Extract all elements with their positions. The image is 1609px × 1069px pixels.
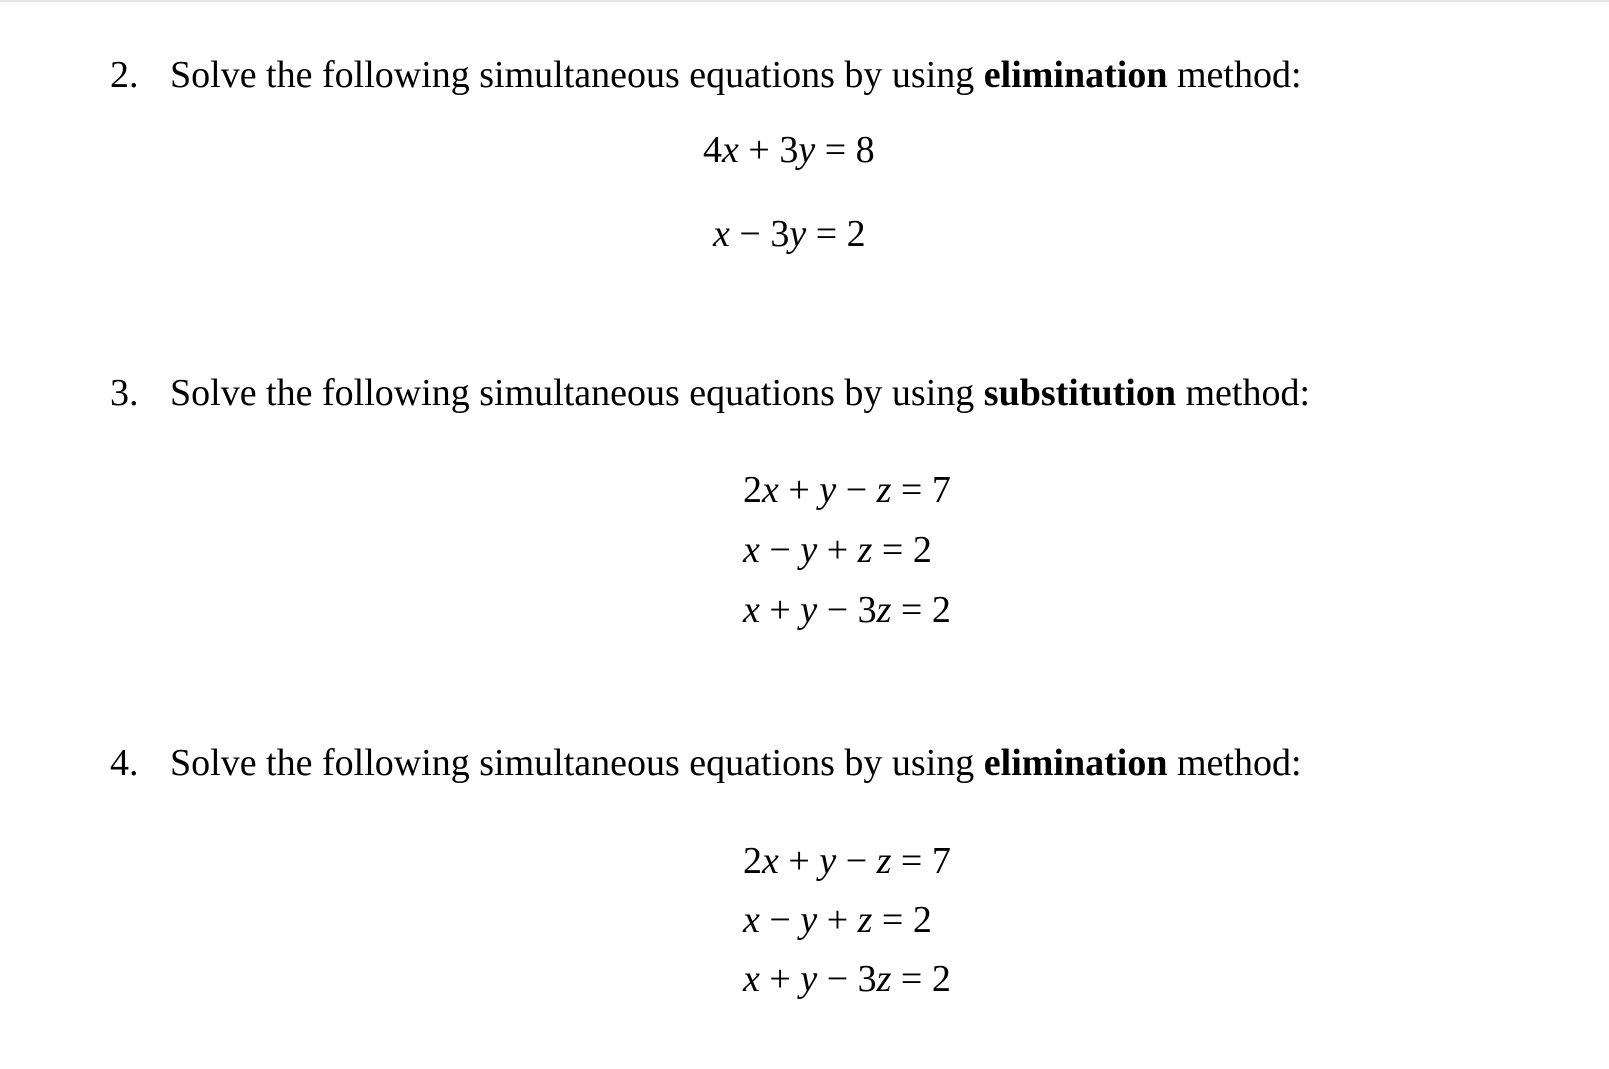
question-text-suffix: method: — [1176, 54, 1302, 96]
question-number: 4. — [110, 742, 139, 784]
equation: x + y − 3z = 2 — [743, 589, 951, 631]
question-method: elimination — [983, 54, 1168, 96]
equation: 2x + y − z = 7 — [743, 469, 951, 511]
equation: x + y − 3z = 2 — [743, 958, 951, 1000]
question-text-prefix: Solve the following simultaneous equations by using — [170, 54, 975, 96]
question-text-prefix: Solve the following simultaneous equations by using — [170, 372, 975, 414]
equation: 2x + y − z = 7 — [743, 840, 951, 882]
question-number: 3. — [110, 372, 139, 414]
question-text-suffix: method: — [1185, 372, 1311, 414]
page-top-rule — [0, 0, 1609, 2]
equation: x − 3y = 2 — [713, 213, 866, 255]
question-4 — [110, 741, 1302, 785]
question-3 — [110, 371, 1310, 415]
question-text-prefix: Solve the following simultaneous equations by using — [170, 742, 975, 784]
question-number: 2. — [110, 54, 139, 96]
question-method: substitution — [983, 372, 1176, 414]
equation: x − y + z = 2 — [743, 899, 932, 941]
equation: 4x + 3y = 8 — [703, 129, 875, 171]
question-2 — [110, 53, 1302, 97]
equation: x − y + z = 2 — [743, 529, 932, 571]
question-method: elimination — [983, 742, 1168, 784]
question-text-suffix: method: — [1176, 742, 1302, 784]
